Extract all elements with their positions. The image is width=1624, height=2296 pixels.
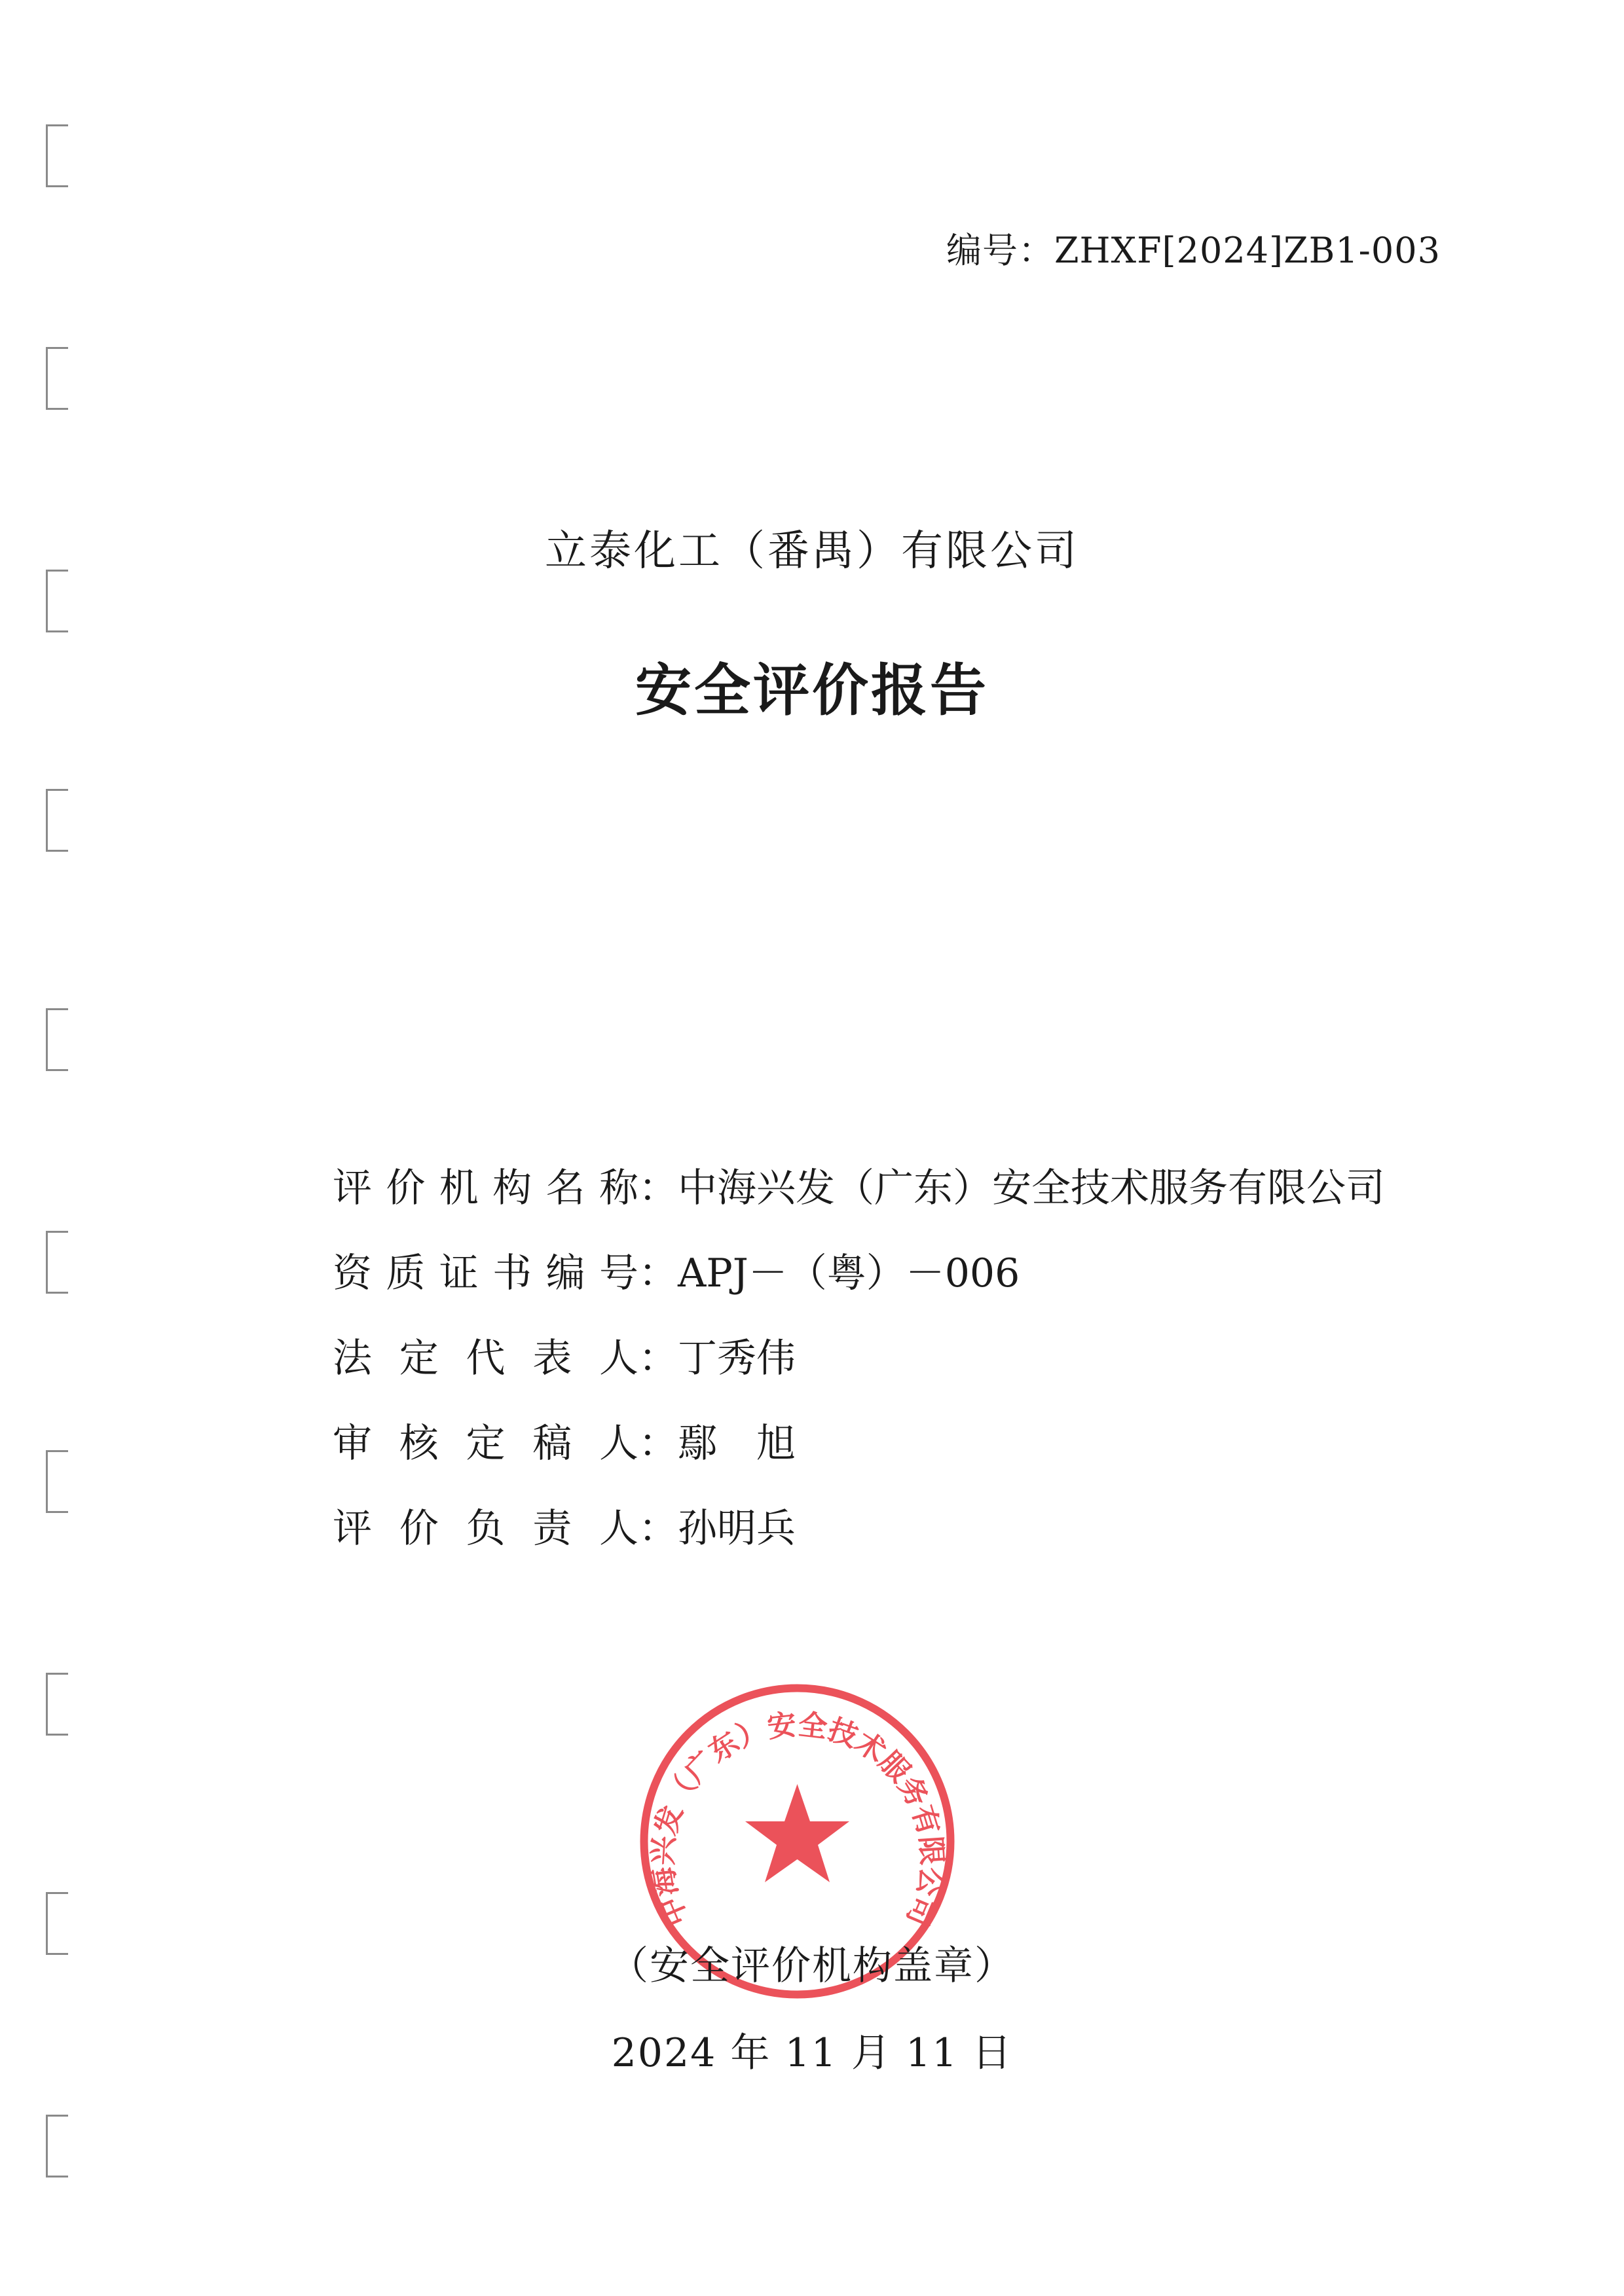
binding-mark [46,124,68,187]
seal-text-path: 中海兴发（广东）安全技术服务有限公司 [646,1707,949,1931]
info-label-char: 人 [599,1336,638,1381]
info-label-char: 价 [386,1165,426,1211]
info-row-reviewer [333,1421,1385,1509]
seal-caption: （安全评价机构盖章） [609,1943,1015,1989]
info-value: APJ－（粤）－006 [678,1250,1020,1296]
binding-mark [46,347,68,410]
info-label-char: 价 [399,1506,439,1552]
info-label-char: 称 [599,1165,638,1211]
info-label-char: 稿 [532,1421,572,1467]
info-label-char: 名 [545,1165,585,1211]
info-label-char: 资 [333,1250,372,1296]
info-label-char: 构 [492,1165,532,1211]
binding-mark [46,1673,68,1736]
document-number: 编号：ZHXF[2024]ZB1-003 [946,230,1441,271]
info-colon: ： [638,1165,678,1211]
info-value: 孙明兵 [678,1506,796,1552]
info-label [333,1506,638,1594]
info-label [333,1165,638,1254]
info-colon: ： [638,1421,678,1467]
info-label-char: 书 [492,1250,532,1296]
info-row-certificate [333,1250,1385,1339]
info-label-char: 定 [399,1336,439,1381]
info-label-char: 评 [333,1506,372,1552]
binding-mark [46,1008,68,1071]
info-value: 中海兴发（广东）安全技术服务有限公司 [678,1165,1385,1211]
info-colon: ： [638,1336,678,1381]
info-row-agency [333,1165,1385,1254]
report-title: 安全评价报告 [635,657,989,723]
info-label-char: 号 [599,1250,638,1296]
issue-date: 2024 年 11 月 11 日 [611,2030,1013,2076]
info-label [333,1250,638,1339]
info-label-char: 法 [333,1336,372,1381]
info-label-char: 核 [399,1421,439,1467]
info-label-char: 人 [599,1421,638,1467]
info-row-legal-rep [333,1336,1385,1424]
info-label [333,1421,638,1509]
binding-mark [46,570,68,632]
star-icon [745,1784,849,1882]
info-row-evaluator [333,1506,1385,1594]
info-colon: ： [638,1506,678,1552]
binding-mark [46,789,68,852]
info-label-char: 负 [466,1506,506,1552]
info-label-char: 定 [466,1421,506,1467]
info-label-char: 审 [333,1421,372,1467]
info-label-char: 质 [386,1250,426,1296]
company-name: 立泰化工（番禺）有限公司 [545,527,1079,575]
info-label [333,1336,638,1424]
info-block [333,1165,1385,1594]
info-value: 鄢 旭 [678,1421,796,1467]
info-colon: ： [638,1250,678,1296]
binding-mark [46,2115,68,2178]
info-label-char: 评 [333,1165,372,1211]
binding-mark [46,1231,68,1294]
info-label-char: 证 [439,1250,479,1296]
info-label-char: 编 [545,1250,585,1296]
binding-mark [46,1450,68,1513]
info-label-char: 责 [532,1506,572,1552]
info-value: 丁秀伟 [678,1336,796,1381]
info-label-char: 机 [439,1165,479,1211]
info-label-char: 代 [466,1336,506,1381]
info-label-char: 人 [599,1506,638,1552]
info-label-char: 表 [532,1336,572,1381]
